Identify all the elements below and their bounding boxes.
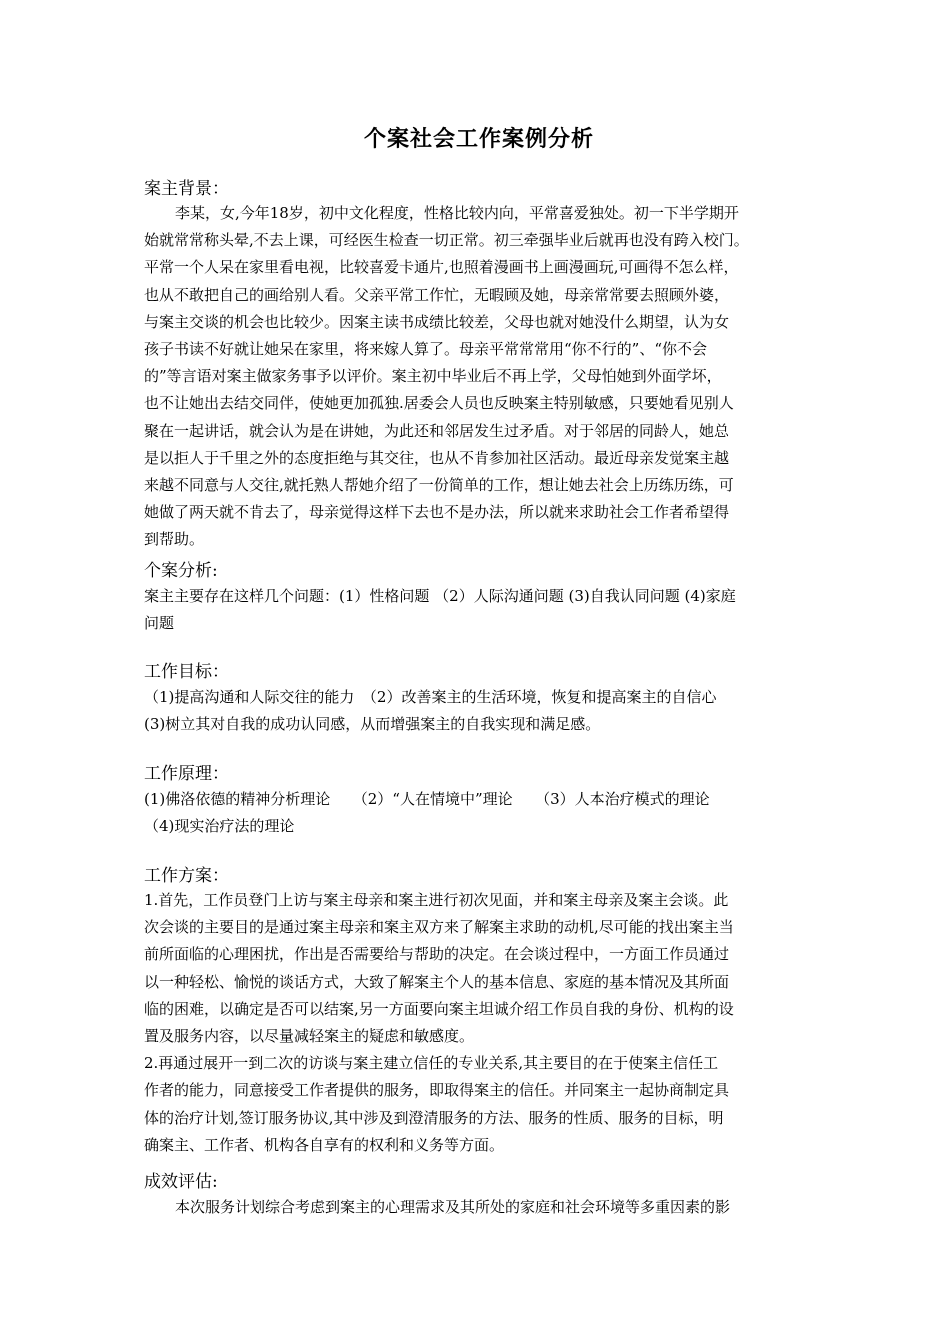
background-heading: 案主背景： (144, 179, 229, 199)
text-line: 本次服务计划综合考虑到案主的心理需求及其所处的家庭和社会环境等多重因素的影 (175, 1198, 731, 1216)
analysis-paragraph (144, 583, 814, 637)
text-line: 作者的能力，同意接受工作者提供的服务，即取得案主的信任。并同案主一起协商制定具 (144, 1081, 730, 1100)
background-paragraph (144, 200, 814, 554)
text-line: 1.首先，工作员登门上访与案主母亲和案主进行初次见面，并和案主母亲及案主会谈。此 (144, 891, 729, 909)
text-line: 李某，女,今年18岁，初中文化程度，性格比较内向，平常喜爱独处。初一下半学期开 (175, 204, 739, 222)
text-line: 始就常常称头晕,不去上课，可经医生检查一切正常。初三牵强毕业后就再也没有跨入校门。 (144, 231, 749, 250)
text-line: 聚在一起讲话，就会认为是在讲她，为此还和邻居发生过矛盾。对于邻居的同龄人，她总 (144, 421, 730, 440)
text-line: 案主主要存在这样几个问题：(1）性格问题 （2）人际沟通问题 (3)自我认同问题 (4)家庭 (144, 587, 736, 605)
text-line: 来越不同意与人交往,就托熟人帮她介绍了一份简单的工作，想让她去社会上历练历练，可 (144, 476, 734, 495)
principles-heading: 工作原理： (144, 764, 229, 784)
text-line: 与案主交谈的机会也比较少。因案主读书成绩比较差，父母也就对她没什么期望，认为女 (144, 312, 730, 331)
plan-paragraph (144, 887, 814, 1159)
text-line: 前所面临的心理困扰，作出是否需要给与帮助的决定。在会谈过程中，一方面工作员通过 (144, 945, 730, 964)
principles-paragraph (144, 786, 814, 840)
text-line: 的”等言语对案主做家务事予以评价。案主初中毕业后不再上学，父母怕她到外面学坏， (144, 367, 722, 386)
analysis-heading: 个案分析: (144, 561, 218, 581)
goals-paragraph (144, 684, 814, 738)
text-line: 以一种轻松、愉悦的谈话方式，大致了解案主个人的基本信息、家庭的基本情况及其所面 (144, 972, 730, 991)
text-line: (3)树立其对自我的成功认同感，从而增强案主的自我实现和满足感。 (144, 715, 601, 734)
text-line: 2.再通过展开一到二次的访谈与案主建立信任的专业关系,其主要目的在于使案主信任工 (144, 1054, 719, 1073)
text-line: 平常一个人呆在家里看电视，比较喜爱卡通片,也照着漫画书上画漫画玩,可画得不怎么样， (144, 258, 739, 277)
text-line: 是以拒人于千里之外的态度拒绝与其交往，也从不肯参加社区活动。最近母亲发觉案主越 (144, 448, 730, 467)
text-line: 问题 (144, 614, 175, 633)
text-line: 到帮助。 (144, 530, 205, 549)
text-line: 也从不敢把自己的画给别人看。父亲平常工作忙，无暇顾及她，母亲常常要去照顾外婆， (144, 285, 730, 304)
text-line: 次会谈的主要目的是通过案主母亲和案主双方来了解案主求助的动机,尽可能的找出案主当 (144, 918, 734, 937)
document-title: 个案社会工作案例分析 (363, 126, 594, 152)
text-line: 孩子书读不好就让她呆在家里，将来嫁人算了。母亲平常常常用“你不行的”、“你不会 (144, 340, 708, 359)
text-line: 置及服务内容，以尽量减轻案主的疑虑和敏感度。 (144, 1027, 475, 1046)
plan-heading: 工作方案： (144, 866, 229, 886)
goals-heading: 工作目标： (144, 662, 229, 682)
text-line: 体的治疗计划,签订服务协议,其中涉及到澄清服务的方法、服务的性质、服务的目标，明 (144, 1108, 724, 1127)
text-line: （4)现实治疗法的理论 (144, 817, 295, 836)
text-line: 临的困难，以确定是否可以结案,另一方面要向案主坦诚介绍工作员自我的身份、机构的设 (144, 999, 734, 1018)
text-line: （1)提高沟通和人际交往的能力 （2）改善案主的生活环境，恢复和提高案主的自信心 (144, 688, 717, 706)
evaluation-heading: 成效评估: (144, 1172, 218, 1192)
text-line: 也不让她出去结交同伴，使她更加孤独.居委会人员也反映案主特别敏感，只要她看见别人 (144, 394, 734, 413)
text-line: 她做了两天就不肯去了，母亲觉得这样下去也不是办法，所以就来求助社会工作者希望得 (144, 503, 730, 522)
evaluation-paragraph (144, 1194, 814, 1221)
text-line: 确案主、工作者、机构各自享有的权利和义务等方面。 (144, 1135, 505, 1154)
text-line: (1)佛洛依德的精神分析理论 （2）“人在情境中”理论 （3）人本治疗模式的理论 (144, 790, 710, 808)
